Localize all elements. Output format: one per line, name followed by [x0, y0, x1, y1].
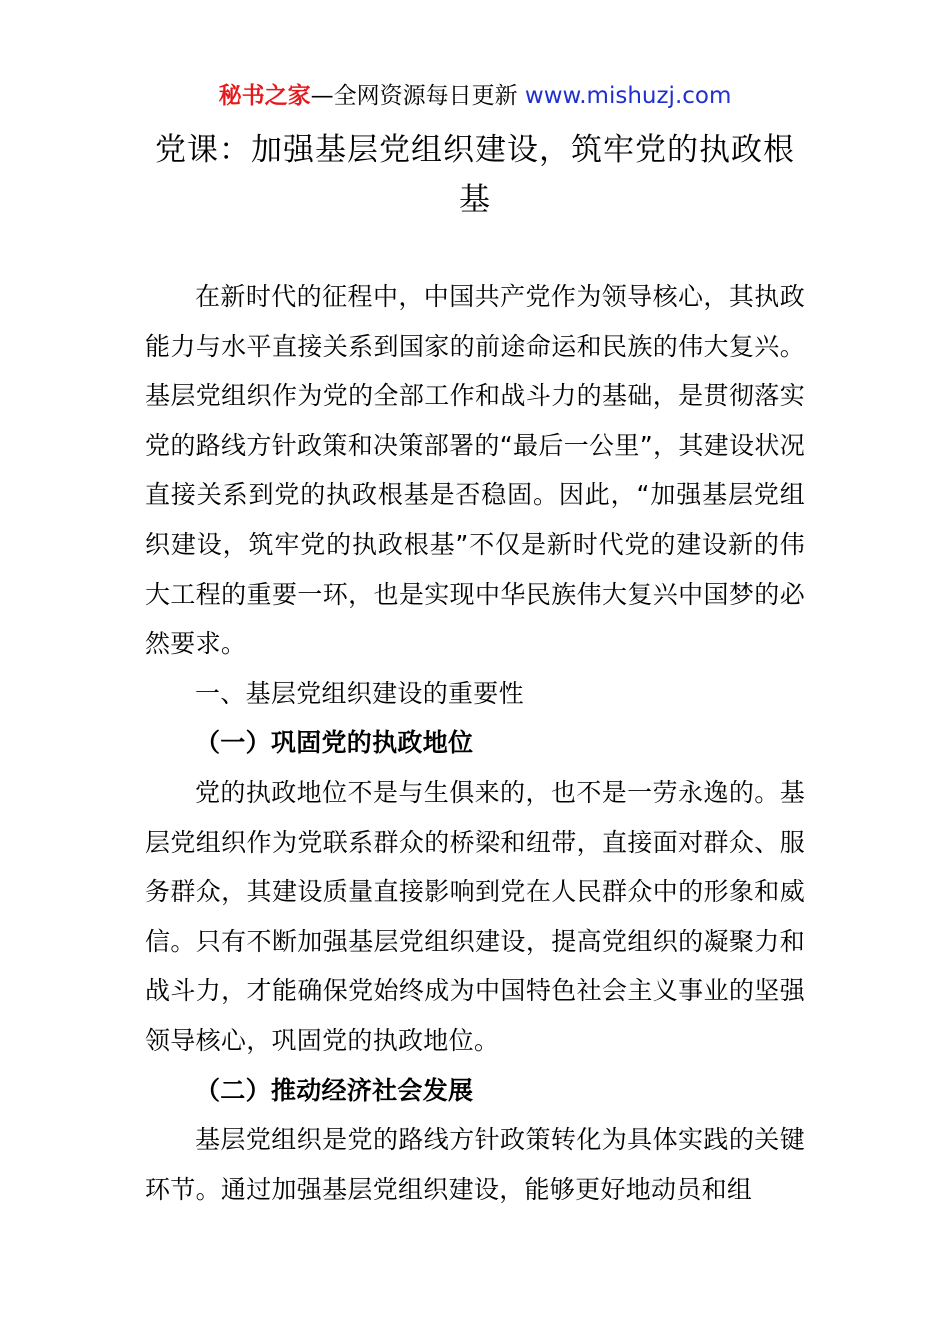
document-title: 党课：加强基层党组织建设，筑牢党的执政根基 [155, 132, 795, 218]
body-paragraph: 党的执政地位不是与生俱来的，也不是一劳永逸的。基层党组织作为党联系群众的桥梁和纽带，直接面对群众、服务群众，其建设质量直接影响到党在人民群众中的形象和威信。只有不断加强基层党组织建设，提高党组织的凝聚力和战斗力，才能确保党始终成为中国特色社会主义事业的坚强领导核心，巩固党的执政地位。 [145, 777, 805, 1055]
subsection-heading: （二）推动经济社会发展 [195, 1075, 474, 1105]
site-tagline: —全网资源每日更新 [310, 83, 525, 109]
body-paragraph: 基层党组织是党的路线方针政策转化为具体实践的关键环节。通过加强基层党组织建设，能够更好地动员和组 [145, 1125, 805, 1204]
subsection-heading: （一）巩固党的执政地位 [195, 728, 474, 758]
site-header [0, 80, 950, 112]
document-body [145, 272, 805, 1214]
site-url[interactable]: www.mishuzj.com [524, 83, 732, 109]
site-brand: 秘书之家 [218, 83, 311, 109]
intro-paragraph: 在新时代的征程中，中国共产党作为领导核心，其执政能力与水平直接关系到国家的前途命运和民族的伟大复兴。基层党组织作为党的全部工作和战斗力的基础，是贯彻落实党的路线方针政策和决策部署的“最后一公里”，其建设状况直接关系到党的执政根基是否稳固。因此，“加强基层党组织建设，筑牢党的执政根基”不仅是新时代党的建设新的伟大工程的重要一环，也是实现中华民族伟大复兴中国梦的必然要求。 [145, 282, 805, 659]
section-heading: 一、基层党组织建设的重要性 [195, 678, 524, 708]
